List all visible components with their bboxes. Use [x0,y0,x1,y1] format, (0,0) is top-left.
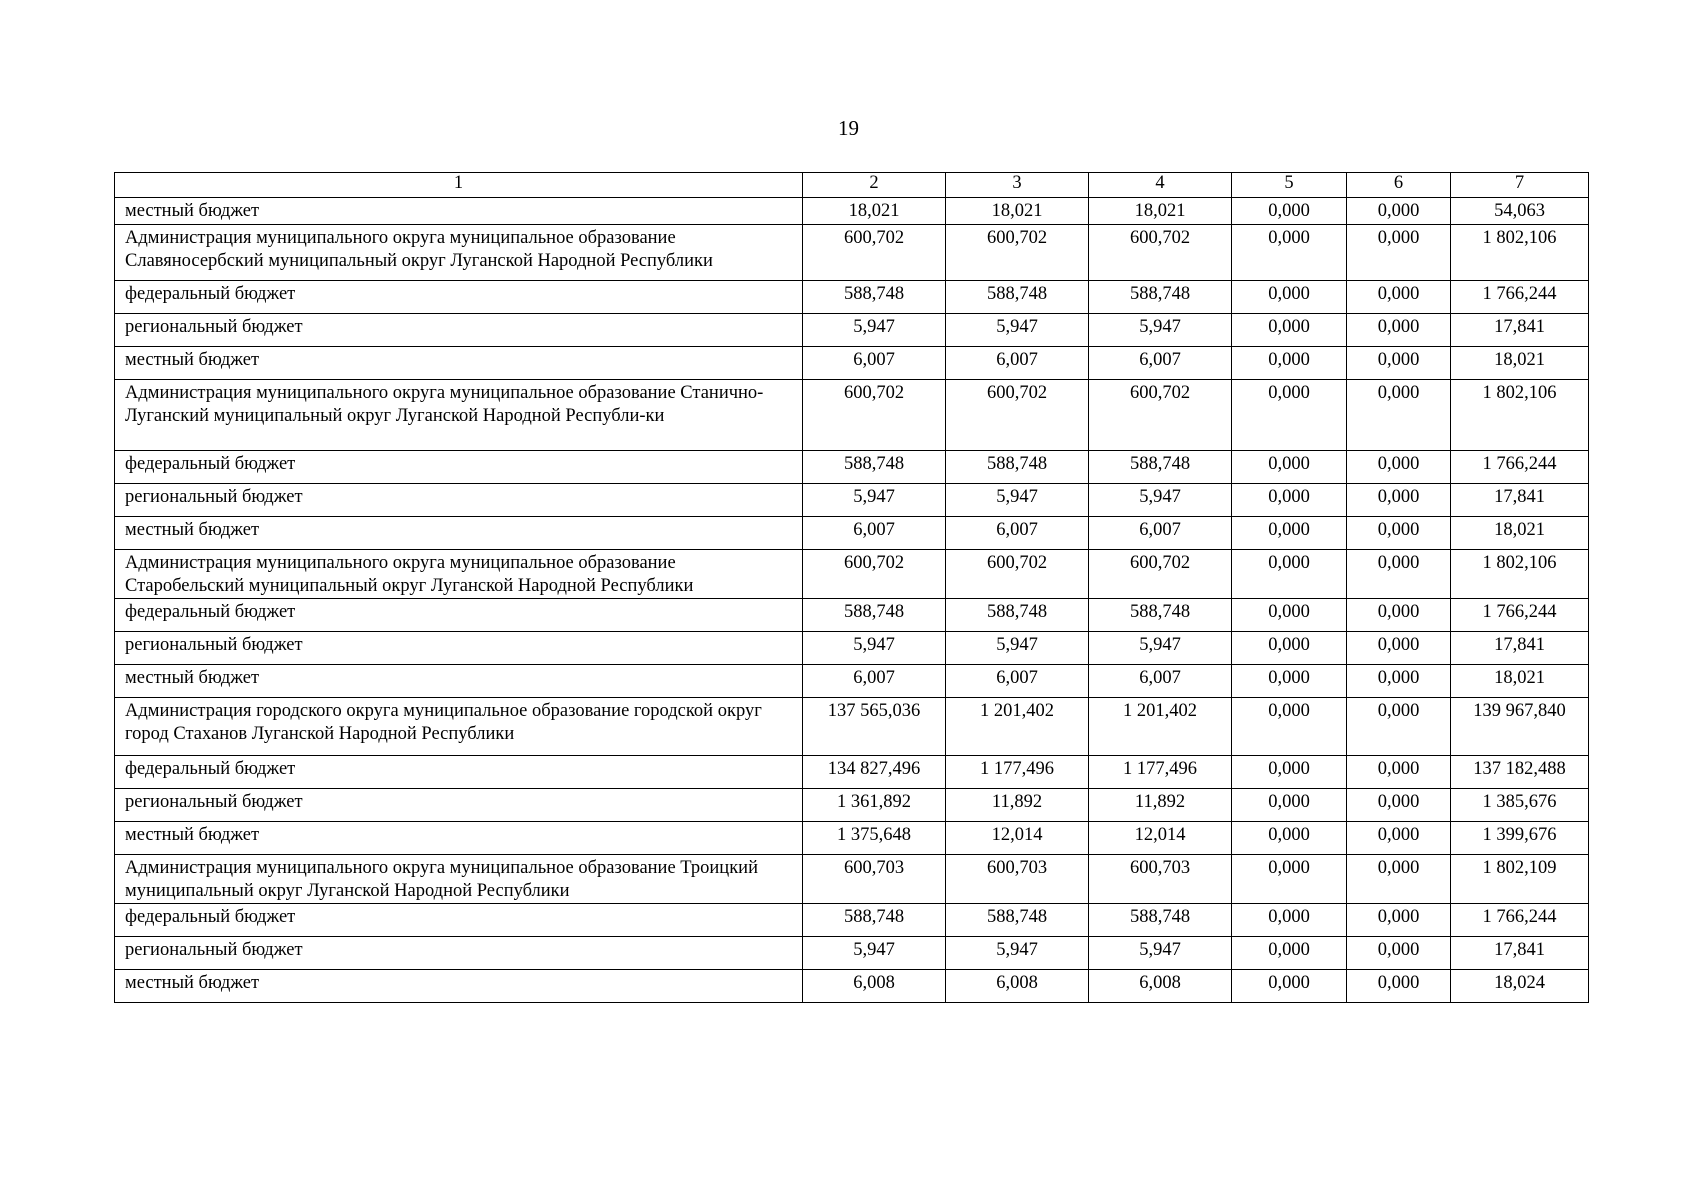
cell-value: 600,702 [803,225,946,281]
cell-value: 0,000 [1347,822,1451,855]
cell-value: 1 177,496 [946,756,1089,789]
cell-value: 588,748 [803,904,946,937]
cell-value: 0,000 [1347,904,1451,937]
column-number: 7 [1451,173,1589,198]
cell-value: 600,702 [946,380,1089,451]
row-label: региональный бюджет [115,484,803,517]
cell-value: 18,021 [1451,347,1589,380]
cell-value: 0,000 [1232,822,1347,855]
cell-value: 6,007 [946,517,1089,550]
table-row [115,756,1589,789]
column-number: 1 [115,173,803,198]
row-label: региональный бюджет [115,632,803,665]
cell-value: 1 766,244 [1451,904,1589,937]
cell-value: 0,000 [1232,698,1347,756]
cell-value: 600,702 [946,550,1089,599]
cell-value: 5,947 [803,484,946,517]
cell-value: 11,892 [1089,789,1232,822]
cell-value: 600,703 [803,855,946,904]
cell-value: 5,947 [1089,632,1232,665]
cell-value: 5,947 [1089,314,1232,347]
row-label: Администрация муниципального округа муниципальное образование Старобельский муниципальный округ Луганской Народной Республики [115,550,803,599]
cell-value: 5,947 [946,314,1089,347]
cell-value: 1 802,109 [1451,855,1589,904]
cell-value: 6,007 [946,347,1089,380]
row-label: Администрация муниципального округа муниципальное образование Троицкий муниципальный округ Луганской Народной Республики [115,855,803,904]
cell-value: 54,063 [1451,198,1589,225]
cell-value: 0,000 [1347,484,1451,517]
row-label: Администрация городского округа муниципальное образование городской округ город Стаханов Луганской Народной Республики [115,698,803,756]
cell-value: 137 182,488 [1451,756,1589,789]
cell-value: 6,007 [1089,665,1232,698]
cell-value: 17,841 [1451,314,1589,347]
cell-value: 134 827,496 [803,756,946,789]
row-label: региональный бюджет [115,937,803,970]
cell-value: 6,007 [1089,347,1232,380]
cell-value: 18,021 [946,198,1089,225]
cell-value: 18,021 [1451,517,1589,550]
cell-value: 588,748 [946,599,1089,632]
cell-value: 600,702 [946,225,1089,281]
table-row [115,937,1589,970]
cell-value: 0,000 [1347,225,1451,281]
cell-value: 1 177,496 [1089,756,1232,789]
cell-value: 1 399,676 [1451,822,1589,855]
cell-value: 5,947 [1089,484,1232,517]
table-row [115,198,1589,225]
cell-value: 0,000 [1347,698,1451,756]
cell-value: 0,000 [1347,665,1451,698]
table-row [115,550,1589,599]
cell-value: 0,000 [1232,970,1347,1003]
cell-value: 6,008 [946,970,1089,1003]
cell-value: 0,000 [1232,198,1347,225]
cell-value: 18,024 [1451,970,1589,1003]
cell-value: 1 802,106 [1451,225,1589,281]
table-row [115,698,1589,756]
cell-value: 5,947 [803,632,946,665]
cell-value: 18,021 [1089,198,1232,225]
page-number: 19 [838,116,859,140]
cell-value: 1 766,244 [1451,281,1589,314]
table-row [115,484,1589,517]
cell-value: 6,008 [803,970,946,1003]
row-label: местный бюджет [115,822,803,855]
table-row [115,281,1589,314]
cell-value: 0,000 [1232,904,1347,937]
cell-value: 0,000 [1347,970,1451,1003]
cell-value: 588,748 [1089,904,1232,937]
cell-value: 1 201,402 [946,698,1089,756]
cell-value: 0,000 [1347,517,1451,550]
table-row [115,904,1589,937]
cell-value: 1 802,106 [1451,550,1589,599]
cell-value: 17,841 [1451,632,1589,665]
cell-value: 6,007 [803,347,946,380]
cell-value: 588,748 [946,904,1089,937]
table-row [115,855,1589,904]
cell-value: 0,000 [1347,380,1451,451]
cell-value: 0,000 [1232,665,1347,698]
cell-value: 0,000 [1347,599,1451,632]
cell-value: 0,000 [1347,281,1451,314]
row-label: местный бюджет [115,517,803,550]
table-row [115,380,1589,451]
table-row [115,665,1589,698]
table-row [115,822,1589,855]
cell-value: 18,021 [1451,665,1589,698]
cell-value: 588,748 [946,281,1089,314]
cell-value: 6,007 [946,665,1089,698]
cell-value: 0,000 [1347,451,1451,484]
row-label: местный бюджет [115,665,803,698]
cell-value: 0,000 [1232,937,1347,970]
cell-value: 0,000 [1232,756,1347,789]
cell-value: 1 361,892 [803,789,946,822]
cell-value: 0,000 [1347,937,1451,970]
cell-value: 600,703 [946,855,1089,904]
cell-value: 588,748 [803,281,946,314]
cell-value: 588,748 [1089,599,1232,632]
cell-value: 12,014 [946,822,1089,855]
cell-value: 600,702 [1089,380,1232,451]
table-row [115,451,1589,484]
column-number: 2 [803,173,946,198]
cell-value: 17,841 [1451,937,1589,970]
cell-value: 0,000 [1232,225,1347,281]
row-label: федеральный бюджет [115,281,803,314]
cell-value: 0,000 [1232,484,1347,517]
table-row [115,599,1589,632]
cell-value: 588,748 [1089,281,1232,314]
cell-value: 0,000 [1232,599,1347,632]
cell-value: 588,748 [803,451,946,484]
cell-value: 5,947 [1089,937,1232,970]
cell-value: 600,702 [803,380,946,451]
cell-value: 0,000 [1232,550,1347,599]
table-header-row [115,173,1589,198]
column-number: 4 [1089,173,1232,198]
table-row [115,517,1589,550]
row-label: региональный бюджет [115,314,803,347]
cell-value: 6,007 [1089,517,1232,550]
cell-value: 0,000 [1232,517,1347,550]
row-label: региональный бюджет [115,789,803,822]
cell-value: 588,748 [1089,451,1232,484]
row-label: федеральный бюджет [115,904,803,937]
cell-value: 588,748 [946,451,1089,484]
budget-table [114,172,1589,1003]
row-label: Администрация муниципального округа муниципальное образование Славяносербский муниципальный округ Луганской Народной Республики [115,225,803,281]
cell-value: 5,947 [803,937,946,970]
cell-value: 5,947 [803,314,946,347]
row-label: федеральный бюджет [115,599,803,632]
cell-value: 600,702 [1089,225,1232,281]
cell-value: 12,014 [1089,822,1232,855]
cell-value: 11,892 [946,789,1089,822]
cell-value: 1 802,106 [1451,380,1589,451]
cell-value: 588,748 [803,599,946,632]
table-row [115,314,1589,347]
row-label: местный бюджет [115,970,803,1003]
cell-value: 0,000 [1347,789,1451,822]
cell-value: 0,000 [1347,198,1451,225]
cell-value: 0,000 [1347,314,1451,347]
cell-value: 0,000 [1232,789,1347,822]
row-label: Администрация муниципального округа муниципальное образование Станично-Луганский муниципальный округ Луганской Народной Республи-ки [115,380,803,451]
column-number: 5 [1232,173,1347,198]
cell-value: 0,000 [1232,380,1347,451]
cell-value: 6,008 [1089,970,1232,1003]
cell-value: 600,702 [803,550,946,599]
cell-value: 18,021 [803,198,946,225]
cell-value: 5,947 [946,937,1089,970]
cell-value: 6,007 [803,517,946,550]
row-label: федеральный бюджет [115,756,803,789]
cell-value: 5,947 [946,484,1089,517]
row-label: федеральный бюджет [115,451,803,484]
cell-value: 0,000 [1232,281,1347,314]
cell-value: 5,947 [946,632,1089,665]
table-row [115,347,1589,380]
row-label: местный бюджет [115,198,803,225]
cell-value: 6,007 [803,665,946,698]
table-row [115,225,1589,281]
cell-value: 1 201,402 [1089,698,1232,756]
cell-value: 0,000 [1347,855,1451,904]
cell-value: 0,000 [1347,756,1451,789]
cell-value: 0,000 [1232,632,1347,665]
table-row [115,970,1589,1003]
cell-value: 600,702 [1089,550,1232,599]
cell-value: 0,000 [1232,314,1347,347]
cell-value: 0,000 [1347,550,1451,599]
cell-value: 1 375,648 [803,822,946,855]
cell-value: 0,000 [1347,632,1451,665]
table-row [115,789,1589,822]
row-label: местный бюджет [115,347,803,380]
cell-value: 0,000 [1232,347,1347,380]
cell-value: 0,000 [1347,347,1451,380]
cell-value: 600,703 [1089,855,1232,904]
cell-value: 1 766,244 [1451,451,1589,484]
column-number: 3 [946,173,1089,198]
cell-value: 1 766,244 [1451,599,1589,632]
cell-value: 137 565,036 [803,698,946,756]
cell-value: 1 385,676 [1451,789,1589,822]
column-number: 6 [1347,173,1451,198]
cell-value: 17,841 [1451,484,1589,517]
cell-value: 0,000 [1232,451,1347,484]
cell-value: 0,000 [1232,855,1347,904]
table-row [115,632,1589,665]
cell-value: 139 967,840 [1451,698,1589,756]
